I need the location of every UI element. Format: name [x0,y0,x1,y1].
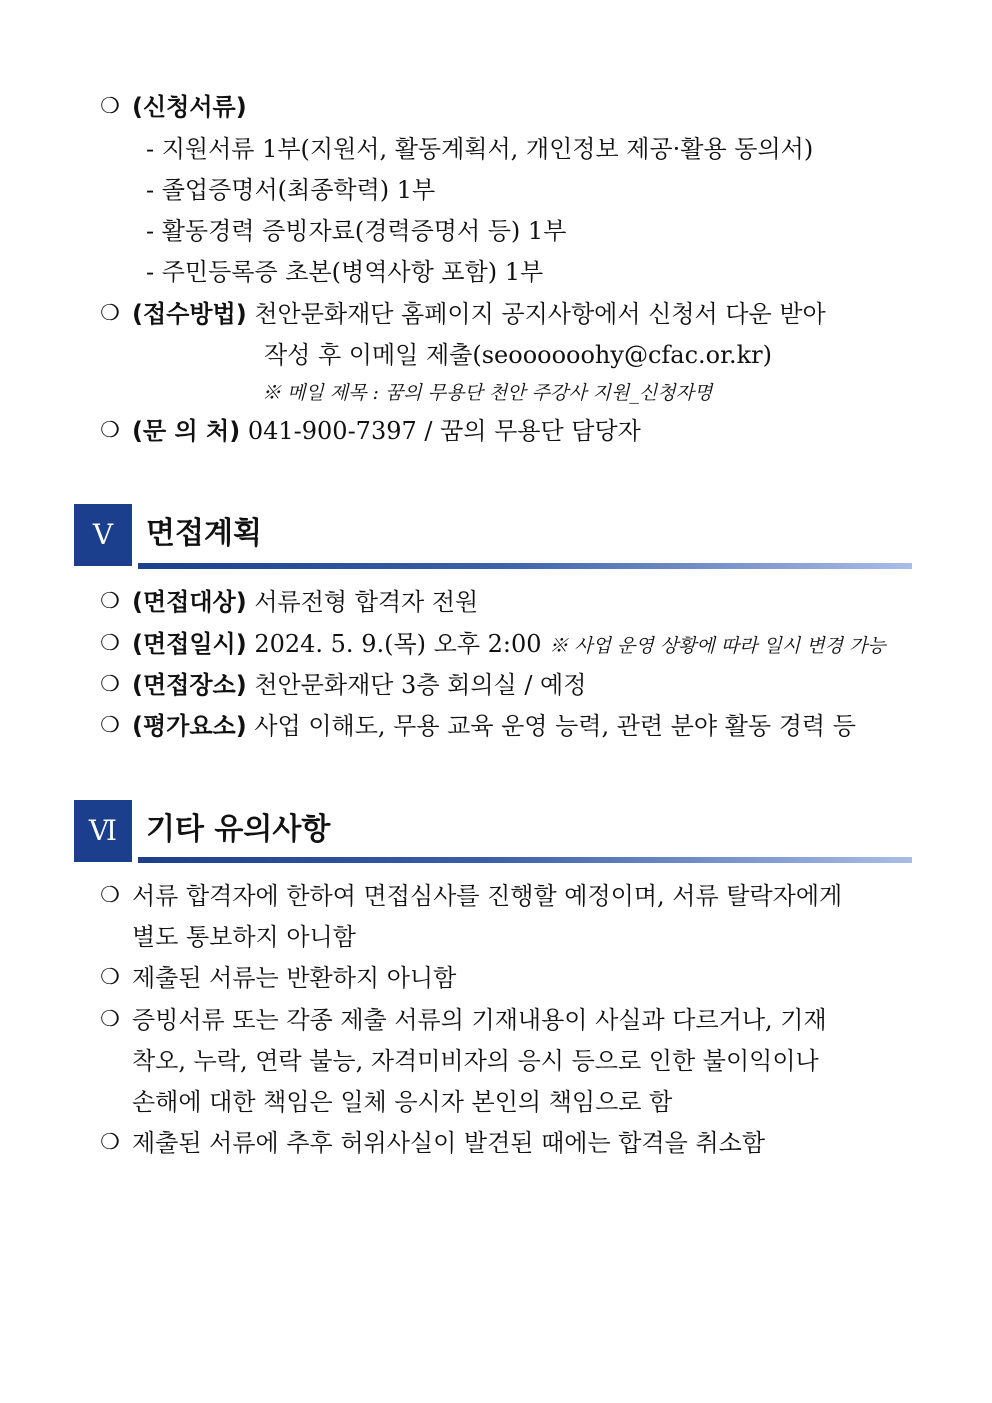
section-divider [138,857,912,863]
interview-value: 서류전형 합격자 전원 [254,588,479,616]
notice-line: 별도 통보하지 아니함 [132,923,356,951]
contact-row [132,416,641,446]
section-divider [138,563,912,569]
documents-item: - 졸업증명서(최종학력) 1부 [146,176,436,204]
notice-line: 손해에 대한 책임은 일체 응시자 본인의 책임으로 함 [132,1088,673,1116]
interview-label: (면접장소) [132,671,247,699]
submission-line1: 천안문화재단 홈페이지 공지사항에서 신청서 다운 받아 [254,300,826,328]
bullet-icon: ❍ [100,589,120,614]
notice-line: 제출된 서류는 반환하지 아니함 [132,964,457,992]
notice-line: 제출된 서류에 추후 허위사실이 발견된 때에는 합격을 취소함 [132,1129,766,1157]
interview-label: (면접대상) [132,588,247,616]
submission-line2: 작성 후 이메일 제출(seoooooohy@cfac.or.kr) [264,341,772,369]
interview-row [132,629,886,661]
documents-item: - 활동경력 증빙자료(경력증명서 등) 1부 [146,217,567,245]
interview-label: (면접일시) [132,630,247,658]
section-title: 면접계획 [146,516,262,551]
interview-value: 2024. 5. 9.(목) 오후 2:00 [254,630,542,658]
submission-note: ※ 메일 제목 : 꿈의 무용단 천안 주강사 지원_신청자명 [262,382,713,404]
section-number-badge: Ⅴ [74,504,132,566]
bullet-icon: ❍ [100,1130,120,1155]
contact-label: (문 의 처) [132,417,241,445]
notice-line: 증빙서류 또는 각종 제출 서류의 기재내용이 사실과 다르거나, 기재 [132,1006,827,1034]
bullet-icon: ❍ [100,1007,120,1032]
interview-row [132,587,478,617]
interview-row [132,711,856,741]
contact-value: 041-900-7397 / 꿈의 무용단 담당자 [247,417,641,445]
bullet-icon: ❍ [100,631,120,656]
notice-line: 서류 합격자에 한하여 면접심사를 진행할 예정이며, 서류 탈락자에게 [132,882,843,910]
interview-value: 천안문화재단 3층 회의실 / 예정 [254,671,587,699]
bullet-icon: ❍ [100,965,120,990]
documents-item: - 주민등록증 초본(병역사항 포함) 1부 [146,258,544,286]
bullet-icon: ❍ [100,713,120,738]
interview-label: (평가요소) [132,712,247,740]
interview-row [132,670,586,700]
notice-line: 착오, 누락, 연락 불능, 자격미비자의 응시 등으로 인한 불이익이나 [132,1047,819,1075]
documents-label: (신청서류) [132,93,247,121]
bullet-icon: ❍ [100,672,120,697]
bullet-icon: ❍ [100,94,120,119]
section-number-badge: Ⅵ [74,800,132,862]
submission-label: (접수방법) [132,300,247,328]
interview-note: ※ 사업 운영 상황에 따라 일시 변경 가능 [549,635,886,657]
bullet-icon: ❍ [100,301,120,326]
documents-heading [132,92,247,122]
bullet-icon: ❍ [100,418,120,443]
documents-item: - 지원서류 1부(지원서, 활동계획서, 개인정보 제공·활용 동의서) [146,135,814,163]
submission-row [132,299,826,329]
section-title: 기타 유의사항 [146,812,331,847]
bullet-icon: ❍ [100,883,120,908]
interview-value: 사업 이해도, 무용 교육 운영 능력, 관련 분야 활동 경력 등 [254,712,856,740]
